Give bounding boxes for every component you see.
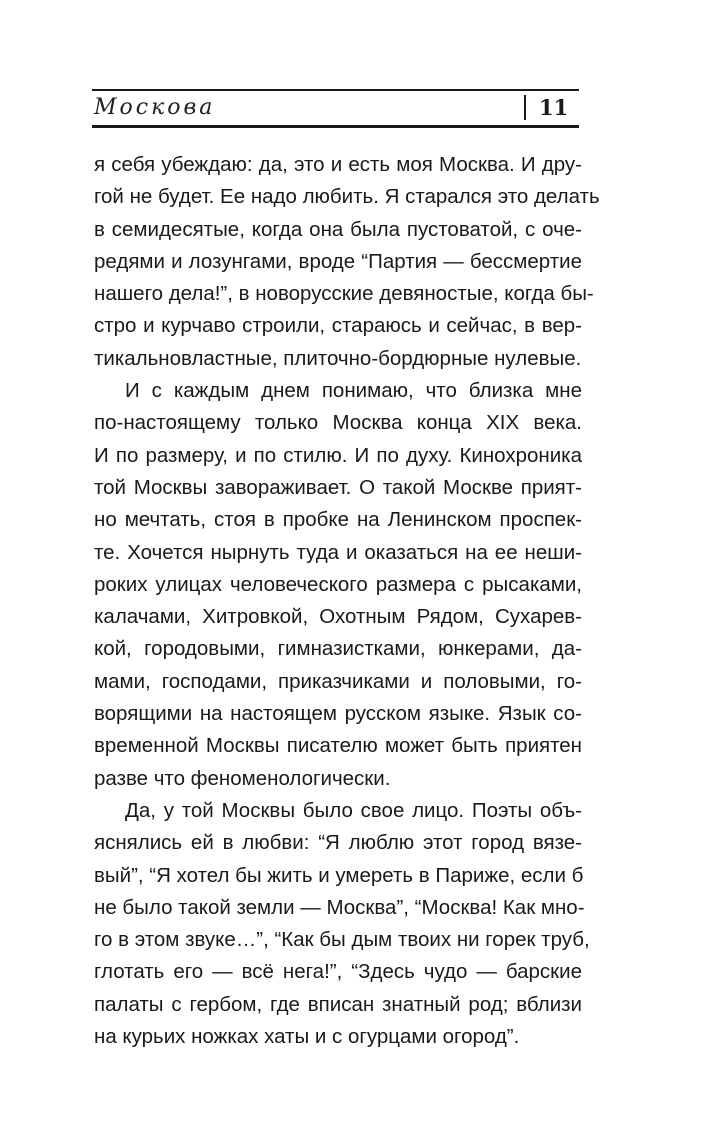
text-line: временной Москвы писателю может быть приятен: [94, 734, 582, 758]
text-line: редями и лозунгами, вроде “Партия — бессмертие: [94, 249, 582, 273]
paragraph: [94, 795, 590, 1053]
text-line: на курьих ножках хаты и с огурцами огород”.: [94, 1025, 520, 1049]
text-line: я себя убеждаю: да, это и есть моя Москва. И дру-: [94, 153, 582, 176]
text-line: те. Хочется нырнуть туда и оказаться на ее неши-: [94, 540, 582, 564]
text-line: той Москвы завораживает. О такой Москве прият-: [94, 475, 582, 499]
text-line: И с каждым днем понимаю, что близка мне: [125, 379, 582, 403]
text-line: не было такой земли — Москва”, “Москва! Как мно-: [94, 895, 585, 919]
body-text: [94, 149, 600, 1053]
page-number: 11: [539, 95, 569, 120]
paragraph: [94, 149, 600, 375]
text-line: нашего дела!”, в новорусские девяностые, когда бы-: [94, 282, 594, 306]
header-separator: [524, 95, 526, 120]
text-line: но мечтать, стоя в пробке на Ленинском проспек-: [94, 508, 582, 532]
header-bottom-rule: [92, 125, 579, 128]
paragraph: [94, 375, 582, 795]
text-line: в семидесятые, когда она была пустоватой, с оче-: [94, 217, 582, 241]
running-title: Москова: [94, 95, 216, 120]
text-line: роких улицах человеческого размера с рысаками,: [94, 572, 582, 596]
text-line: яснялись ей в любви: “Я люблю этот город вязе-: [94, 831, 582, 855]
text-line: калачами, Хитровкой, Охотным Рядом, Сухарев-: [94, 605, 582, 629]
text-line: вый”, “Я хотел бы жить и умереть в Париже, если б: [94, 863, 584, 887]
text-line: ворящими на настоящем русском языке. Язык со-: [94, 702, 582, 726]
text-line: мами, господами, приказчиками и половыми, го-: [94, 669, 582, 693]
text-line: го в этом звуке…”, “Как бы дым твоих ни горек труб,: [94, 928, 590, 952]
text-line: гой не будет. Ее надо любить. Я старался это делать: [94, 185, 600, 209]
text-line: тикальновластные, плиточно-бордюрные нулевые.: [94, 346, 582, 370]
text-line: разве что феноменологически.: [94, 766, 391, 790]
text-line: кой, городовыми, гимназистками, юнкерами, да-: [94, 637, 582, 661]
text-line: по-настоящему только Москва конца XIX века.: [94, 411, 582, 435]
text-line: И по размеру, и по стилю. И по духу. Кинохроника: [94, 443, 582, 467]
header-top-rule: [92, 89, 579, 91]
text-line: Да, у той Москвы было свое лицо. Поэты объ-: [125, 798, 582, 822]
text-line: стро и курчаво строили, стараюсь и сейчас, в вер-: [94, 314, 582, 338]
text-line: глотать его — всё нега!”, “Здесь чудо — барские: [94, 960, 582, 984]
text-line: палаты с гербом, где вписан знатный род; вблизи: [94, 992, 582, 1016]
